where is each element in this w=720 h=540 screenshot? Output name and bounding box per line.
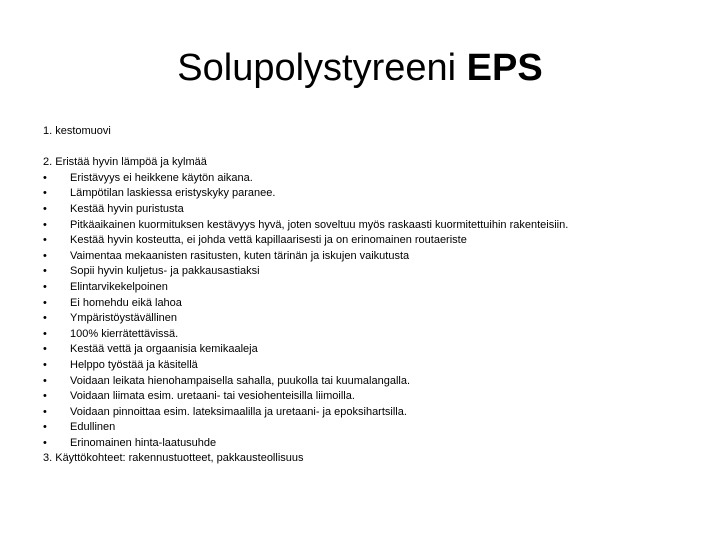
slide-title xyxy=(0,44,720,92)
bullet-item xyxy=(43,311,713,327)
bullet-icon: • xyxy=(43,296,47,309)
bullet-text: Edullinen xyxy=(70,421,116,434)
bullet-text: 100% kierrätettävissä. xyxy=(70,327,179,340)
bullet-icon: • xyxy=(43,405,47,418)
spacer xyxy=(43,140,713,156)
bullet-item xyxy=(43,420,713,436)
bullet-text: Vaimentaa mekaanisten rasitusten, kuten tärinän ja iskujen vaikutusta xyxy=(70,249,410,262)
bullet-icon: • xyxy=(43,436,47,449)
numbered-item: 1. kestomuovi xyxy=(43,125,111,137)
bullet-text: Kestää hyvin puristusta xyxy=(70,202,184,215)
numbered-item: 3. Käyttökohteet: rakennustuotteet, pakkausteollisuus xyxy=(43,452,304,465)
bullet-icon: • xyxy=(43,343,47,356)
numbered-item: 2. Eristää hyvin lämpöä ja kylmää xyxy=(43,156,207,169)
bullet-text: Elintarvikekelpoinen xyxy=(70,280,168,293)
bullet-text: Kestää vettä ja orgaanisia kemikaaleja xyxy=(70,343,258,356)
bullet-text: Ei homehdu eikä lahoa xyxy=(70,296,182,309)
bullet-icon: • xyxy=(43,374,47,387)
bullet-item xyxy=(43,280,713,296)
bullet-icon: • xyxy=(43,312,47,325)
bullet-item xyxy=(43,374,713,390)
bullet-text: Erinomainen hinta-laatusuhde xyxy=(70,436,217,449)
bullet-text: Voidaan liimata esim. uretaani- tai vesiohenteisilla liimoilla. xyxy=(70,390,355,403)
bullet-text: Kestää hyvin kosteutta, ei johda vettä kapillaarisesti ja on erinomainen routaeriste xyxy=(70,234,467,247)
bullet-icon: • xyxy=(43,249,47,262)
bullet-item xyxy=(43,358,713,374)
bullet-item xyxy=(43,233,713,249)
bullet-item xyxy=(43,389,713,405)
bullet-text: Pitkäaikainen kuormituksen kestävyys hyvä, joten soveltuu myös raskaasti kuormitettuihin rakenteisiin. xyxy=(70,218,569,231)
bullet-item xyxy=(43,327,713,343)
bullet-item xyxy=(43,296,713,312)
bullet-text: Sopii hyvin kuljetus- ja pakkausastiaksi xyxy=(70,265,260,278)
bullet-item xyxy=(43,249,713,265)
bullet-item xyxy=(43,218,713,234)
bullet-text: Voidaan leikata hienohampaisella sahalla, puukolla tai kuumalangalla. xyxy=(70,374,411,387)
bullet-item xyxy=(43,405,713,421)
bullet-icon: • xyxy=(43,218,47,231)
bullet-item xyxy=(43,342,713,358)
bullet-icon: • xyxy=(43,202,47,215)
title-text: Solupolystyreeni xyxy=(177,47,467,89)
bullet-icon: • xyxy=(43,234,47,247)
slide-body xyxy=(43,124,713,467)
bullet-text: Voidaan pinnoittaa esim. lateksimaalilla ja uretaani- ja epoksihartsilla. xyxy=(70,405,407,418)
bullet-item xyxy=(43,171,713,187)
bullet-icon: • xyxy=(43,171,47,184)
bullet-list xyxy=(43,171,713,452)
bullet-text: Lämpötilan laskiessa eristyskyky paranee. xyxy=(70,187,276,200)
bullet-icon: • xyxy=(43,358,47,371)
bullet-text: Ympäristöystävällinen xyxy=(70,312,177,325)
bullet-icon: • xyxy=(43,390,47,403)
bullet-item xyxy=(43,436,713,452)
bullet-icon: • xyxy=(43,280,47,293)
bullet-icon: • xyxy=(43,265,47,278)
bullet-item xyxy=(43,202,713,218)
bullet-icon: • xyxy=(43,327,47,340)
title-text-bold: EPS xyxy=(466,47,543,89)
bullet-text: Eristävyys ei heikkene käytön aikana. xyxy=(70,171,253,184)
bullet-text: Helppo työstää ja käsitellä xyxy=(70,358,198,371)
bullet-item xyxy=(43,264,713,280)
bullet-icon: • xyxy=(43,187,47,200)
bullet-item xyxy=(43,186,713,202)
bullet-icon: • xyxy=(43,421,47,434)
